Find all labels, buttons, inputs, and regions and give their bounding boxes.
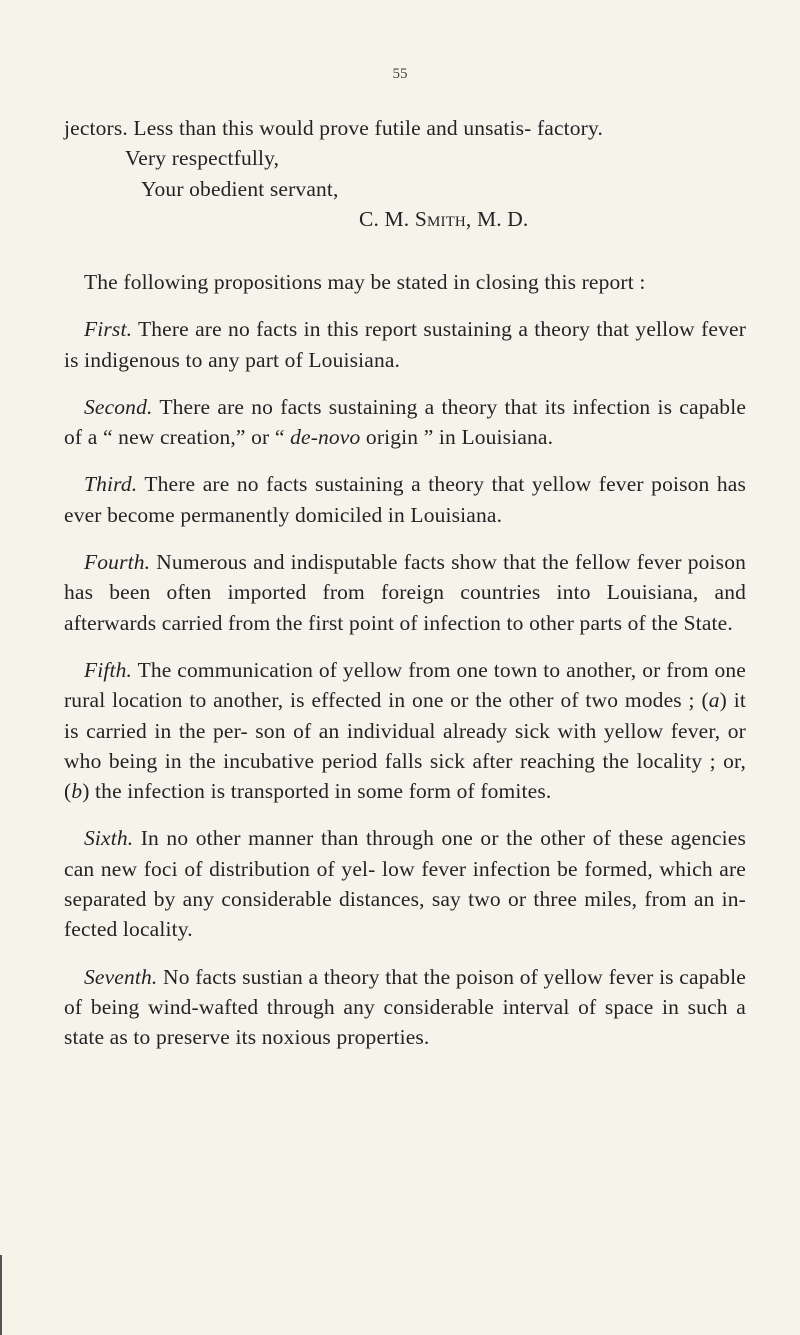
proposition-text: There are no facts in this report sustaining a theory that yellow fever is indigenous to any part of Louisiana. (64, 317, 747, 372)
proposition-text: In no other manner than through one or the other of these agencies can new foci of distribution of yel- low fever infection be formed, which are separated by any considerable distances, say two or three miles, from an in- fected locality. (64, 826, 747, 942)
proposition-label: Fifth. (84, 657, 133, 682)
proposition-fourth (64, 547, 746, 638)
page-number: 55 (392, 66, 408, 82)
proposition-label: Seventh. (84, 964, 158, 989)
proposition-text-end: ) the infection is transported in some form of fomites. (82, 779, 552, 804)
proposition-sixth (64, 823, 746, 944)
report-intro: The following propositions may be stated in closing this report : (84, 270, 646, 294)
proposition-text: Numerous and indisputable facts show that the fellow fever poison has been often imported from foreign countries into Louisiana, and afterwards carried from the first point of infection to other parts of the State. (64, 550, 746, 635)
proposition-italic-term: de-novo (290, 425, 361, 450)
proposition-seventh (64, 962, 746, 1053)
report-propositions (64, 267, 746, 1053)
proposition-fifth (64, 655, 746, 806)
proposition-text: No facts sustian a theory that the poison of yellow fever is capable of being wind-wafted through any considerable interval of space in such a state as to preserve its noxious properties. (64, 964, 746, 1050)
proposition-third (64, 469, 746, 530)
proposition-first (64, 314, 746, 375)
letter-opening-text: jectors. Less than this would prove futile and unsatis- factory. (64, 116, 604, 140)
mode-mark-a: a (708, 688, 720, 713)
proposition-second (64, 392, 746, 453)
mode-mark-b: b (71, 779, 83, 804)
proposition-text: The communication of yellow from one town to another, or from one rural location to another, is effected in one or the other of two modes ; ( (64, 657, 747, 713)
proposition-label: Third. (84, 472, 138, 497)
letter-ending (64, 113, 746, 234)
proposition-text-continued: origin ” in Louisiana. (360, 425, 554, 450)
proposition-label: First. (84, 317, 133, 342)
signature: C. M. Smith, M. D. (359, 206, 529, 231)
letter-closing (64, 143, 746, 234)
proposition-label: Sixth. (84, 826, 134, 851)
complimentary-close: Very respectfully, (125, 146, 280, 171)
proposition-text-continued: ) it is carried in the per- son of an individual already sick with yellow fever, or who being in the incubative period falls sick after reaching the locality ; or, ( (64, 688, 746, 804)
proposition-label: Second. (84, 394, 153, 419)
proposition-text: There are no facts sustaining a theory that yellow fever poison has ever become permanently domiciled in Louisiana. (64, 472, 746, 527)
proposition-text: There are no facts sustaining a theory that its infection is capable of a “ new creation,” or “ (64, 394, 747, 450)
page-edge-mark (0, 1255, 2, 1335)
proposition-label: Fourth. (84, 550, 151, 575)
closing-line: Your obedient servant, (141, 176, 339, 201)
